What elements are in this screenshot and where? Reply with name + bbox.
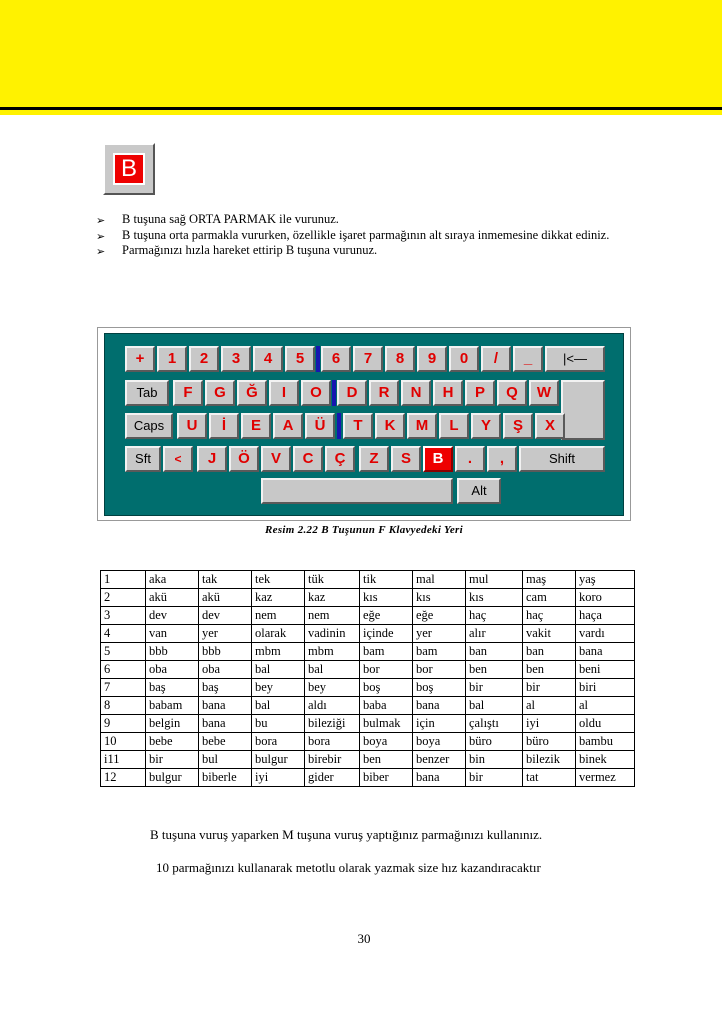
key-r: R [369,380,399,406]
table-cell: bulgur [252,751,305,769]
table-cell: vermez [576,769,635,787]
arrow-bullet-icon: ➢ [96,229,106,243]
table-cell: tat [523,769,576,787]
table-cell: için [413,715,466,733]
key-enter [561,380,605,440]
table-cell: ben [466,661,523,679]
key-g: G [205,380,235,406]
table-cell: aldı [305,697,360,715]
tip-text: 10 parmağınızı kullanarak metotlu olarak yazmak size hız kazandıracaktır [156,860,541,875]
table-cell: haç [466,607,523,625]
table-cell: 7 [101,679,146,697]
key-h: H [433,380,463,406]
key-8: 8 [385,346,415,372]
table-cell: bana [199,715,252,733]
instruction-item: ➢ B tuşuna orta parmakla vururken, özellikle işaret parmağının alt sıraya inmemesine dikkat ediniz. [96,227,610,243]
key-n: N [401,380,431,406]
key-6: 6 [321,346,351,372]
table-cell: bal [252,661,305,679]
table-cell: iyi [523,715,576,733]
table-cell: mbm [252,643,305,661]
table-cell: gider [305,769,360,787]
table-cell: bor [360,661,413,679]
key-x: X [535,413,565,439]
table-cell: büro [466,733,523,751]
table-cell: bu [252,715,305,733]
table-cell: oba [146,661,199,679]
key-t: T [343,413,373,439]
table-cell: biberle [199,769,252,787]
key-9: 9 [417,346,447,372]
key-alt: Alt [457,478,501,504]
table-cell: ben [523,661,576,679]
table-cell: eğe [360,607,413,625]
table-cell: bambu [576,733,635,751]
key-s: S [391,446,421,472]
key-u-umlaut: Ü [305,413,335,439]
key-g-breve: Ğ [237,380,267,406]
practice-word-table [100,570,635,787]
table-row [101,661,635,679]
table-cell: vardı [576,625,635,643]
table-cell: kıs [413,589,466,607]
home-row-divider [316,346,320,372]
key-left-shift: Sft [125,446,161,472]
home-row-divider [337,413,341,439]
instruction-item: ➢ B tuşuna sağ ORTA PARMAK ile vurunuz. [96,212,339,227]
table-row [101,625,635,643]
table-cell: 12 [101,769,146,787]
table-cell: al [523,697,576,715]
key-o: O [301,380,331,406]
table-cell: boya [413,733,466,751]
key-w: W [529,380,559,406]
figure-caption: Resim 2.22 B Tuşunun F Klavyedeki Yeri [265,524,463,536]
table-cell: bora [252,733,305,751]
key-less-than: < [163,446,193,472]
table-cell: baş [199,679,252,697]
table-cell: bal [466,697,523,715]
key-o-umlaut: Ö [229,446,259,472]
table-row [101,769,635,787]
table-cell: 10 [101,733,146,751]
table-cell: bileziği [305,715,360,733]
table-cell: boş [413,679,466,697]
key-3: 3 [221,346,251,372]
key-c-cedilla: Ç [325,446,355,472]
table-cell: oldu [576,715,635,733]
table-cell: bul [199,751,252,769]
key-right-shift: Shift [519,446,605,472]
key-y: Y [471,413,501,439]
table-cell: van [146,625,199,643]
b-key-icon [103,143,155,195]
key-i-dotless: I [269,380,299,406]
table-cell: büro [523,733,576,751]
key-e: E [241,413,271,439]
table-cell: haça [576,607,635,625]
table-cell: bana [413,769,466,787]
key-underscore: _ [513,346,543,372]
table-cell: alır [466,625,523,643]
table-cell: aka [146,571,199,589]
table-cell: bir [146,751,199,769]
table-cell: mul [466,571,523,589]
key-5: 5 [285,346,315,372]
table-cell: 3 [101,607,146,625]
key-i-dotted: İ [209,413,239,439]
table-cell: mbm [305,643,360,661]
key-space [261,478,453,504]
key-comma: , [487,446,517,472]
key-a: A [273,413,303,439]
table-cell: beni [576,661,635,679]
key-s-cedilla: Ş [503,413,533,439]
key-l: L [439,413,469,439]
key-7: 7 [353,346,383,372]
table-row [101,697,635,715]
page-number: 30 [357,931,371,946]
key-2: 2 [189,346,219,372]
table-cell: dev [146,607,199,625]
table-cell: yaş [576,571,635,589]
table-cell: kaz [305,589,360,607]
f-keyboard-figure [104,333,624,516]
table-cell: bana [413,697,466,715]
tip-text: B tuşuna vuruş yaparken M tuşuna vuruş yaptığınız parmağınızı kullanınız. [150,827,543,842]
table-cell: akü [199,589,252,607]
table-cell: bulgur [146,769,199,787]
table-cell: tak [199,571,252,589]
key-u: U [177,413,207,439]
table-cell: bor [413,661,466,679]
table-cell: vadinin [305,625,360,643]
table-cell: i11 [101,751,146,769]
table-cell: mal [413,571,466,589]
table-cell: bbb [146,643,199,661]
instruction-list [96,212,696,259]
instruction-item: ➢ Parmağınızı hızla hareket ettirip B tuşuna vurunuz. [96,243,378,258]
table-cell: bebe [199,733,252,751]
table-cell: 9 [101,715,146,733]
table-row [101,715,635,733]
table-cell: boş [360,679,413,697]
key-q: Q [497,380,527,406]
key-d: D [337,380,367,406]
table-cell: 4 [101,625,146,643]
key-1: 1 [157,346,187,372]
key-f: F [173,380,203,406]
table-cell: bana [199,697,252,715]
key-z: Z [359,446,389,472]
table-cell: ban [466,643,523,661]
home-row-divider [332,380,336,406]
key-j: J [197,446,227,472]
table-row [101,733,635,751]
table-cell: cam [523,589,576,607]
key-period: . [455,446,485,472]
table-cell: tük [305,571,360,589]
table-cell: ban [523,643,576,661]
table-cell: benzer [413,751,466,769]
key-m: M [407,413,437,439]
table-cell: biri [576,679,635,697]
table-cell: bal [305,661,360,679]
table-cell: bal [252,697,305,715]
table-cell: iyi [252,769,305,787]
key-c: C [293,446,323,472]
table-cell: bana [576,643,635,661]
arrow-bullet-icon: ➢ [96,245,106,258]
key-tab: Tab [125,380,169,406]
arrow-bullet-icon: ➢ [96,214,106,227]
table-row [101,679,635,697]
table-cell: bam [360,643,413,661]
table-cell: nem [305,607,360,625]
table-cell: boya [360,733,413,751]
table-cell: baba [360,697,413,715]
table-cell: bin [466,751,523,769]
table-cell: bbb [199,643,252,661]
table-cell: dev [199,607,252,625]
key-slash: / [481,346,511,372]
table-cell: koro [576,589,635,607]
header-banner [0,0,722,107]
table-cell: tek [252,571,305,589]
table-cell: 8 [101,697,146,715]
table-cell: bora [305,733,360,751]
table-cell: birebir [305,751,360,769]
table-row [101,751,635,769]
table-cell: bey [305,679,360,697]
key-0: 0 [449,346,479,372]
table-cell: bey [252,679,305,697]
table-cell: belgin [146,715,199,733]
table-cell: kaz [252,589,305,607]
table-cell: akü [146,589,199,607]
table-row [101,607,635,625]
table-row [101,643,635,661]
table-cell: bir [466,769,523,787]
b-key-letter: B [113,153,145,185]
table-cell: kıs [360,589,413,607]
table-cell: babam [146,697,199,715]
table-cell: nem [252,607,305,625]
key-4: 4 [253,346,283,372]
key-p: P [465,380,495,406]
table-cell: vakit [523,625,576,643]
table-cell: 2 [101,589,146,607]
table-row [101,571,635,589]
key-k: K [375,413,405,439]
table-cell: çalıştı [466,715,523,733]
table-cell: yer [199,625,252,643]
header-banner-strip [0,110,722,115]
table-cell: bilezik [523,751,576,769]
key-plus: + [125,346,155,372]
table-cell: binek [576,751,635,769]
key-backspace: |<— [545,346,605,372]
table-cell: kıs [466,589,523,607]
key-v: V [261,446,291,472]
table-cell: 6 [101,661,146,679]
table-cell: bir [466,679,523,697]
table-cell: baş [146,679,199,697]
table-cell: içinde [360,625,413,643]
table-cell: bir [523,679,576,697]
table-cell: biber [360,769,413,787]
table-row [101,589,635,607]
table-cell: al [576,697,635,715]
table-cell: 5 [101,643,146,661]
table-cell: haç [523,607,576,625]
table-cell: oba [199,661,252,679]
table-cell: yer [413,625,466,643]
table-cell: bulmak [360,715,413,733]
table-cell: olarak [252,625,305,643]
key-b-highlighted: B [423,446,453,472]
table-cell: 1 [101,571,146,589]
table-cell: tik [360,571,413,589]
table-cell: bam [413,643,466,661]
key-caps: Caps [125,413,173,439]
table-cell: ben [360,751,413,769]
table-cell: maş [523,571,576,589]
table-cell: bebe [146,733,199,751]
table-cell: eğe [413,607,466,625]
